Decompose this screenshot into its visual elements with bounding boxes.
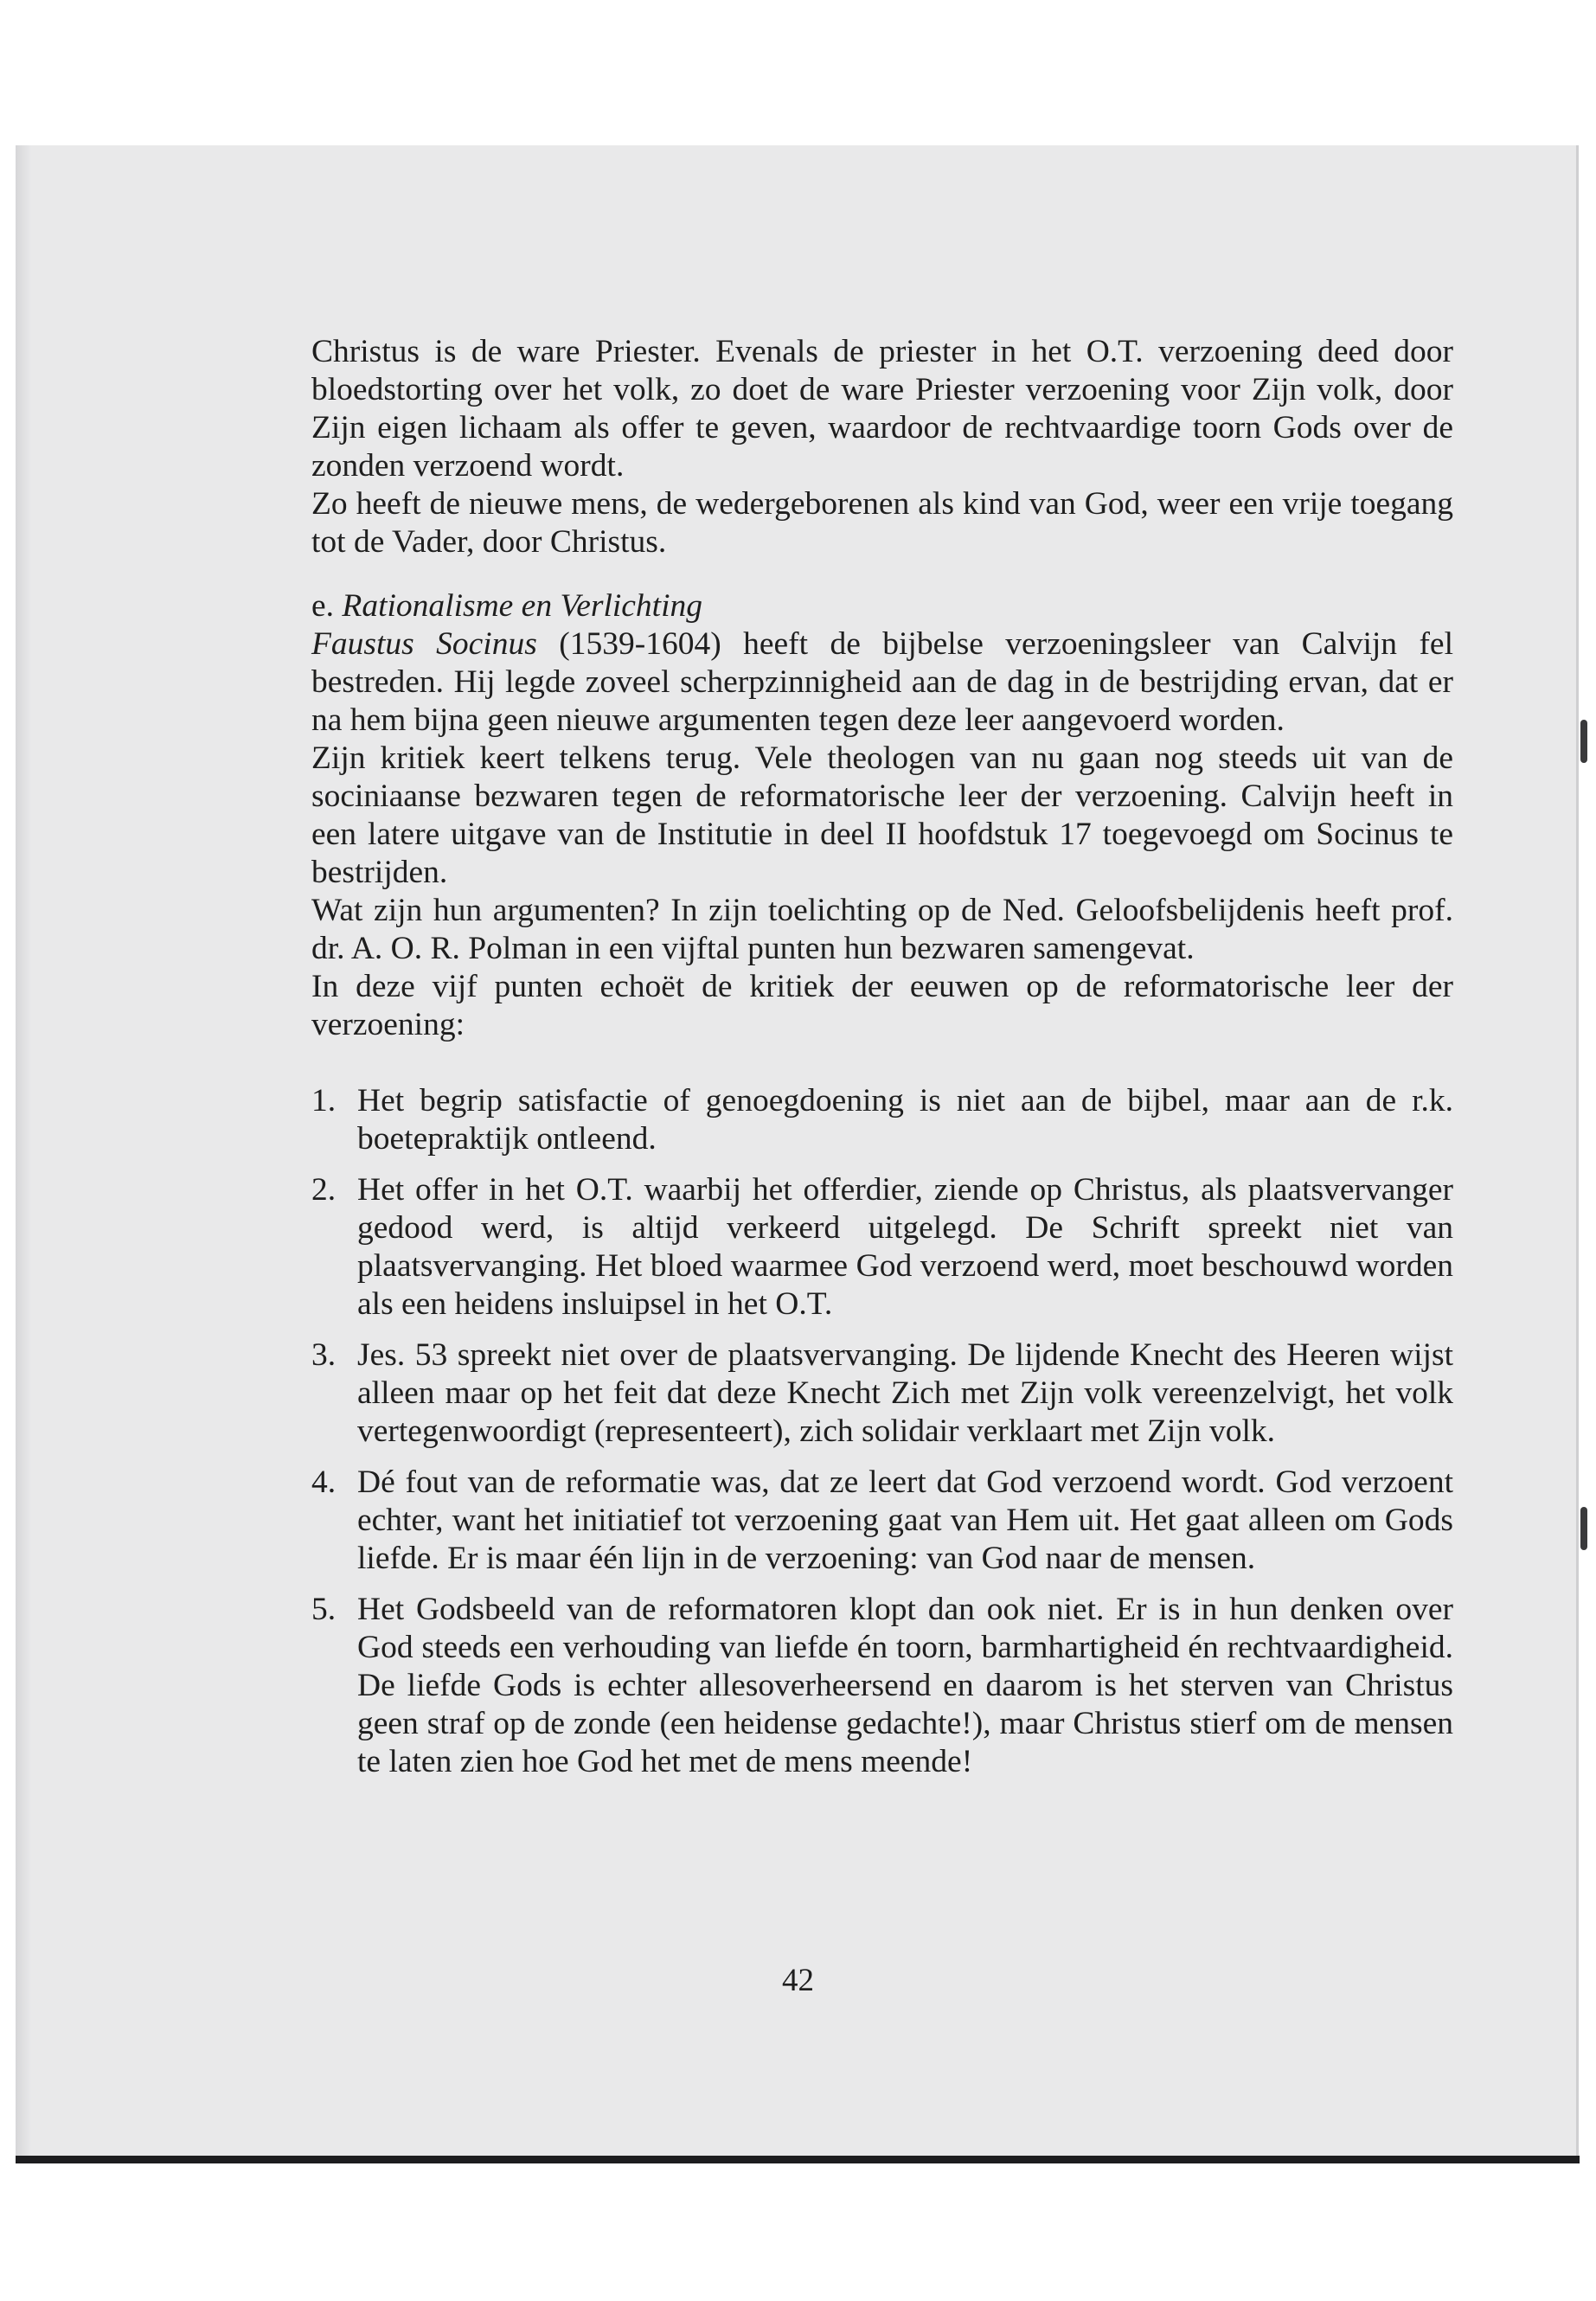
paragraph: Zo heeft de nieuwe mens, de wedergeborenen als kind van God, weer een vrije toegang tot de Vader, door Christus. bbox=[311, 486, 1453, 560]
page-number: 42 bbox=[782, 1963, 814, 1998]
author-name: Faustus Socinus bbox=[311, 626, 537, 662]
list-number: 1. bbox=[311, 1083, 337, 1118]
page-edge-mark bbox=[1580, 1507, 1587, 1550]
list-item bbox=[311, 1171, 1453, 1324]
list-item bbox=[311, 1082, 1453, 1158]
paragraph: Wat zijn hun argumenten? In zijn toelichting op de Ned. Geloofsbelijdenis heeft prof. dr. A. O. R. Polman in een vijftal punten hun bezwaren samengevat. bbox=[311, 893, 1453, 966]
paragraph: Christus is de ware Priester. Evenals de priester in het O.T. verzoening deed door bloedstorting over het volk, zo doet de ware Priester verzoening voor Zijn volk, door Zijn eigen lichaam als offer te geven, waardoor de rechtvaardige toorn Gods over de zonden verzoend wordt. bbox=[311, 334, 1453, 484]
list-item bbox=[311, 1591, 1453, 1781]
list-text: Het Godsbeeld van de reformatoren klopt dan ook niet. Er is in hun denken over God steeds een verhouding van liefde én toorn, barmhartigheid én rechtvaardigheid. De liefde Gods is echter allesoverheersend en daarom is het sterven van Christus geen straf op de zonde (een heidense gedachte!), maar Christus stierf om de mensen te laten zien hoe God het met de mens meende! bbox=[357, 1592, 1453, 1779]
numbered-list bbox=[311, 1082, 1453, 1781]
list-number: 5. bbox=[311, 1592, 337, 1627]
section-heading bbox=[311, 587, 1453, 625]
paragraph bbox=[311, 625, 1453, 740]
list-text: Dé fout van de reformatie was, dat ze leert dat God verzoend wordt. God verzoent echter, want het initiatief tot verzoening gaat van Hem uit. Het gaat alleen om Gods liefde. Er is maar één lijn in de verzoening: van God naar de mensen. bbox=[357, 1465, 1453, 1576]
list-text: Het offer in het O.T. waarbij het offerdier, ziende op Christus, als plaatsvervanger gedood werd, is altijd verkeerd uitgelegd. De Schrift spreekt niet van plaatsvervanging. Het bloed waarmee God verzoend werd, moet beschouwd worden als een heidens insluipsel in het O.T. bbox=[357, 1172, 1453, 1322]
section-title: Rationalisme en Verlichting bbox=[342, 588, 703, 624]
paragraph-text: (1539-1604) heeft de bijbelse verzoeningsleer van Calvijn fel bestreden. Hij legde zoveel scherpzinnigheid aan de dag in de bestrijding ervan, dat er na hem bijna geen nieuwe argumenten tegen deze leer aangevoerd worden. bbox=[311, 626, 1453, 738]
section-prefix: e. bbox=[311, 588, 335, 624]
list-item bbox=[311, 1336, 1453, 1451]
list-number: 2. bbox=[311, 1172, 337, 1208]
list-item bbox=[311, 1464, 1453, 1578]
page-gutter-shadow bbox=[16, 145, 31, 2159]
list-number: 4. bbox=[311, 1465, 337, 1500]
list-number: 3. bbox=[311, 1337, 337, 1373]
list-text: Het begrip satisfactie of genoegdoening is niet aan de bijbel, maar aan de r.k. boetepraktijk ontleend. bbox=[357, 1083, 1453, 1157]
page-text bbox=[311, 333, 1453, 1794]
list-text: Jes. 53 spreekt niet over de plaatsvervanging. De lijdende Knecht des Heeren wijst alleen maar op het feit dat deze Knecht Zich met Zijn volk vereenzelvigt, het volk vertegenwoordigt (representeert), zich solidair verklaart met Zijn volk. bbox=[357, 1337, 1453, 1449]
page-bottom-edge bbox=[16, 2156, 1580, 2163]
paragraph: Zijn kritiek keert telkens terug. Vele theologen van nu gaan nog steeds uit van de sociniaanse bezwaren tegen de reformatorische leer der verzoening. Calvijn heeft in een latere uitgave van de Institutie in deel II hoofdstuk 17 toegevoegd om Socinus te bestrijden. bbox=[311, 740, 1453, 890]
paragraph: In deze vijf punten echoët de kritiek der eeuwen op de reformatorische leer der verzoening: bbox=[311, 969, 1453, 1042]
page-edge-mark bbox=[1580, 720, 1587, 763]
